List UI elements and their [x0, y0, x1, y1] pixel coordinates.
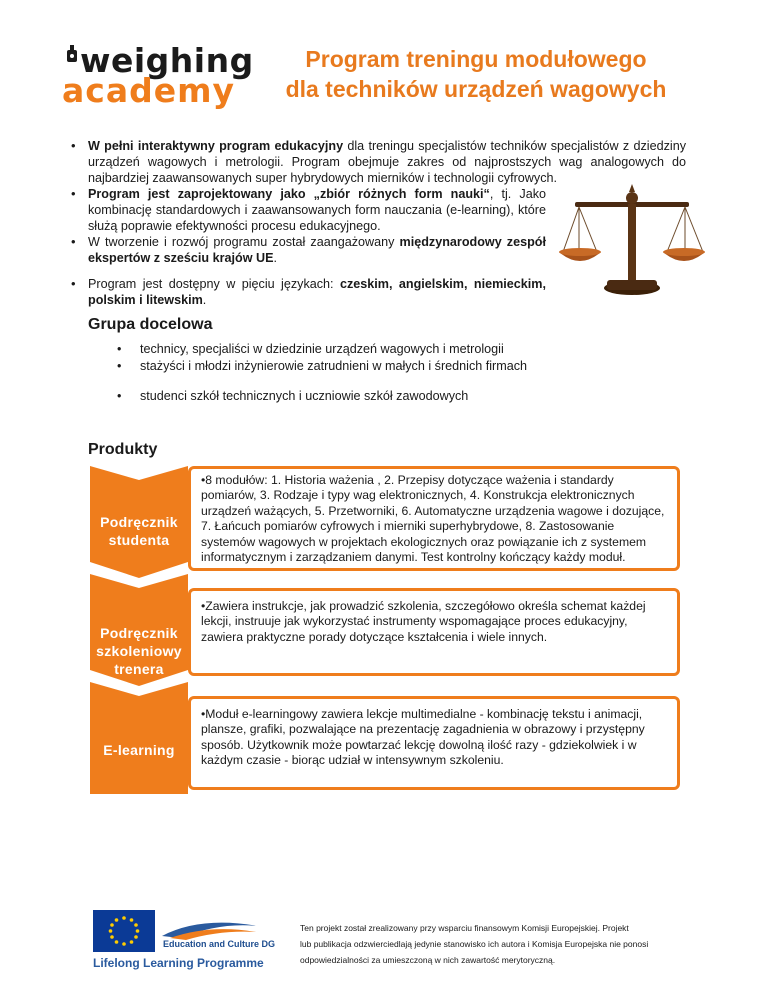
intro-item-1: • W pełni interaktywny program edukacyjny dla treningu specjalistów techników specjalistów z dziedziny urządzeń wagowych i metrologii. Program obejmuje zakres od najprostszych wag analogowych do najbardziej zaawansowanych super hybrydowych mierników i technologii cyfrowych. — [88, 138, 686, 186]
edu-culture-label: Education and Culture DG — [163, 939, 276, 949]
target-item: • stażyści i młodzi inżynierowie zatrudnieni w małych i średnich firmach — [140, 358, 527, 375]
product-description: •Zawiera instrukcje, jak prowadzić szkolenia, szczegółowo określa schemat każdej lekcji, instruuje jak wykorzystać instrumenty wspomagające proces edukacyjny, zawiera praktyczne porady dotyczące kształcenia i wiele innych. — [188, 588, 680, 676]
product-row-student-handbook — [90, 466, 680, 578]
product-row-trainer-handbook — [90, 574, 680, 686]
intro-item-4: • Program jest dostępny w pięciu językach: czeskim, angielskim, niemieckim, polskim i litewskim. — [88, 276, 546, 308]
product-description: •8 modułów: 1. Historia ważenia , 2. Przepisy dotyczące ważenia i standardy pomiarów, 3. Rodzaje i typy wag elektronicznych, 4. Konstrukcja elektronicznych urządzeń ważących, 5. Przetworniki, 6. Automatyczne urządzenia wagowe i dozujące, 7. Łańcuch pomiarów cyfrowych i mierniki superhybrydowe, 8. Zastosowanie systemów wagowych w projektach ekologicznych oraz powiązanie ich z systemem informatycznym i zarządzaniem danymi. Test kontrolny kończący każdy moduł. — [188, 466, 680, 571]
product-label: Podręcznik studenta — [100, 514, 178, 548]
logo-word-academy: academy — [62, 71, 235, 110]
product-row-elearning — [90, 682, 680, 794]
intro-item-2: • Program jest zaprojektowany jako „zbiór różnych form nauki“, tj. Jako kombinację standardowych i zaawansowanych form nauczania (e-learning), które służą poprawie efektywności procesu edukacyjnego. — [88, 186, 546, 234]
balance-scale-image — [557, 180, 707, 310]
logo-word-weighing: weighing — [80, 41, 254, 80]
weighing-academy-logo — [62, 41, 254, 110]
eu-disclaimer: Ten projekt został zrealizowany przy wsparciu finansowym Komisji Europejskiej. Projekt lub publikacja odzwierciedlają jedynie stanowisko ich autora i Komisja Europejska nie ponosi odpowiedzialności za umieszczoną w nich zawartość merytoryczną. — [300, 923, 649, 965]
chevron-shape — [90, 682, 188, 794]
product-label: Podręcznik szkoleniowy trenera — [96, 625, 182, 677]
products-heading: Produkty — [88, 441, 158, 458]
target-group-list — [140, 341, 527, 405]
target-group-heading: Grupa docelowa — [88, 316, 213, 333]
intro-item-3: • W tworzenie i rozwój programu został zaangażowany międzynarodowy zespół ekspertów z sześciu krajów UE. — [88, 234, 546, 266]
eu-flag-icon — [93, 910, 155, 952]
product-label: E-learning — [103, 742, 175, 758]
target-item: • studenci szkół technicznych i uczniowie szkół zawodowych — [140, 388, 527, 405]
product-description: •Moduł e-learningowy zawiera lekcje multimedialne - kombinację tekstu i animacji, plansze, grafiki, pozwalające na prezentację zagadnienia w obrazowy i przystępny sposób. Użytkownik może powtarzać lekcję dowolną ilość razy - gdziekolwiek i w każdym czasie - biorąc udział w intensywnym szkoleniu. — [188, 696, 680, 790]
target-item: • technicy, specjaliści w dziedzinie urządzeń wagowych i metrologii — [140, 341, 527, 358]
page-title: Program treningu modułowego dla techników urządzeń wagowych — [285, 46, 667, 102]
llp-label: Lifelong Learning Programme — [93, 956, 264, 970]
